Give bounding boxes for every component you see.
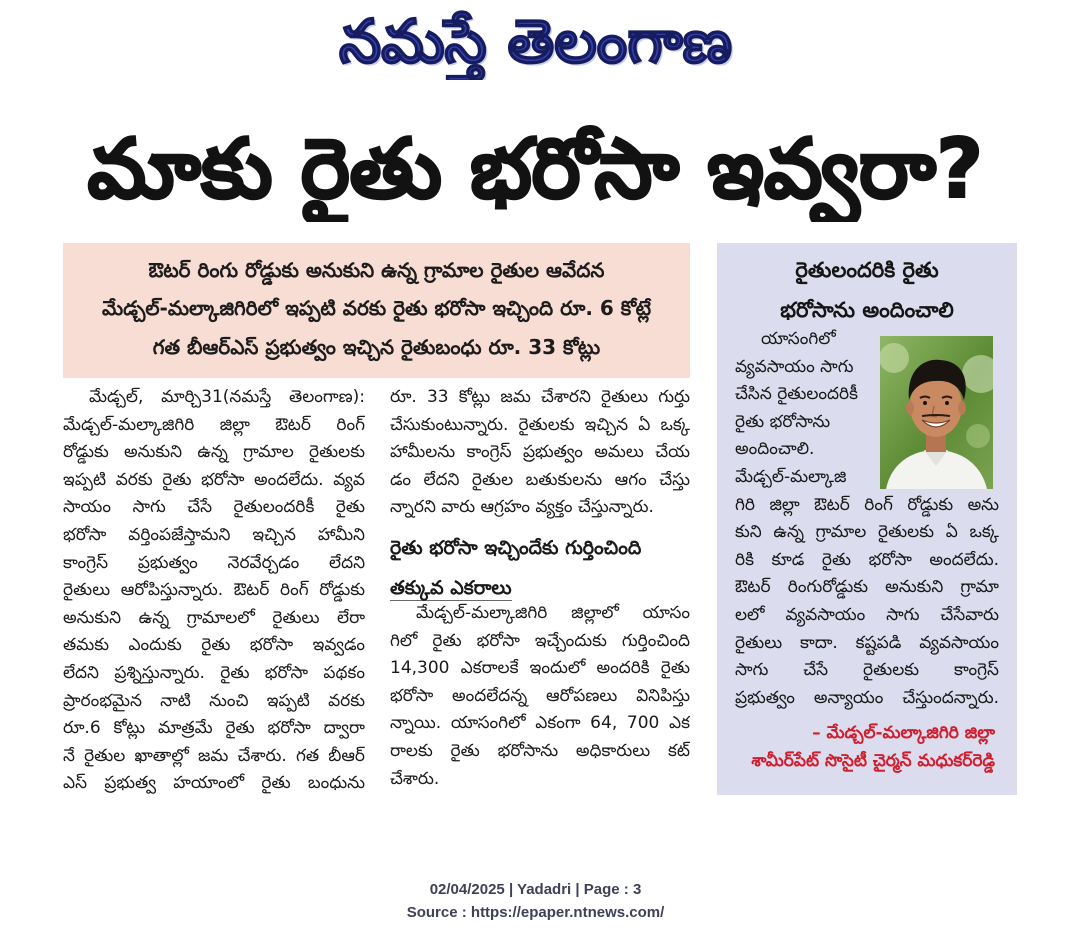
body-line: ప్రారంభమైన నాటి నుంచి ఇప్పటి వరకు	[63, 690, 365, 711]
article-column-2	[390, 384, 690, 522]
body-line: గిలో రైతు భరోసా ఇచ్చేందుకు గుర్తించింది	[390, 630, 690, 651]
sidebar-line: సాగు చేసే రైతులకు కాంగ్రెస్	[735, 660, 999, 681]
body-line: తమకు ఎందుకు రైతు భరోసా ఇవ్వడం	[63, 635, 365, 656]
body-line: ఎస్ ప్రభుత్వ హయాంలో రైతు బంధును	[63, 773, 365, 794]
sidebar-line: అందించాలి.	[735, 439, 815, 460]
sidebar-quote-text	[735, 326, 999, 712]
quote-attribution-line-1: – మేడ్చల్-మల్కాజిగిరి జిల్లా	[812, 723, 995, 743]
sidebar-line: రైతు భరోసాను	[735, 411, 831, 432]
subheadline-box	[63, 243, 690, 378]
section-heading-underlined-text: తక్కువ ఎకరాలు	[390, 577, 512, 599]
sidebar-line: మేడ్చల్-మల్కాజి	[735, 466, 847, 487]
body-line: భరోసా వర్తింపజేస్తామని ఇచ్చిన హామీని	[63, 524, 365, 545]
body-line: రాలకు రైతు భరోసాను అధికారులు కట్	[390, 740, 690, 761]
body-line: భరోసా అందలేదన్న ఆరోపణలు వినిపిస్తు	[390, 685, 690, 706]
body-line: చేసుకుంటున్నారు. రైతులకు ఇచ్చిన ఏ ఒక్క	[390, 414, 690, 435]
body-line: రైతులు ఆరోపిస్తున్నారు. ఔటర్ రింగ్ రోడ్డుకు	[63, 580, 365, 601]
sidebar-line: ప్రభుత్వం అన్యాయం చేస్తుందన్నారు.	[735, 687, 999, 708]
sidebar-line: లలో వ్యవసాయం సాగు చేసేవారు	[735, 604, 999, 625]
sidebar-title-line-1: రైతులందరికి రైతు	[795, 258, 939, 282]
body-line: చేశారు.	[390, 768, 440, 789]
sidebar-line: యాసంగిలో	[761, 329, 836, 349]
body-line: డం లేదని రైతుల బతుకులను ఆగం చేస్తు	[390, 469, 690, 490]
body-line: కాంగ్రెస్ ప్రభుత్వం నెరవేర్చడం లేదని	[63, 552, 365, 573]
quote-attribution-line-2: శామీర్‌పేట్ సొసైటీ చైర్మన్ మధుకర్‌రెడ్డి	[751, 751, 995, 771]
subheadline-1: ఔటర్ రింగు రోడ్డుకు అనుకుని ఉన్న గ్రామాల రైతుల ఆవేదన	[148, 258, 605, 282]
body-line: మేడ్చల్-మల్కాజిగిరి జిల్లా ఔటర్ రింగ్	[63, 414, 365, 435]
newspaper-masthead-logo: నమస్తే తెలంగాణ	[338, 7, 733, 77]
body-line: రూ.6 కోట్లు మాత్రమే రైతు భరోసా ద్వారా	[63, 718, 365, 739]
sidebar-line: గిరి జిల్లా ఔటర్ రింగ్ రోడ్డుకు అను	[735, 494, 999, 515]
sidebar-line: చేసిన రైతులందరికీ	[735, 384, 859, 405]
quote-sidebar	[717, 243, 1017, 795]
dateline: మేడ్చల్, మార్చి31(నమస్తే తెలంగాణ):	[89, 387, 365, 407]
sidebar-line: ఔటర్ రింగురోడ్డుకు అనుకుని గ్రామా	[735, 577, 999, 598]
body-line: మేడ్చల్-మల్కాజిగిరి జిల్లాలో యాసం	[416, 603, 690, 623]
body-line: రూ. 33 కోట్లు జమ చేశారని రైతులు గుర్తు	[390, 387, 690, 407]
subheadline-2: మేడ్చల్-మల్కాజిగిరిలో ఇప్పటి వరకు రైతు భరోసా ఇచ్చింది రూ. 6 కోట్లే	[101, 296, 652, 320]
source-url: Source : https://epaper.ntnews.com/	[406, 904, 665, 921]
article-column-2-continued	[390, 600, 690, 793]
body-line: లేదని ప్రశ్నిస్తున్నారు. రైతు భరోసా పథకం	[63, 662, 365, 683]
article-column-1	[63, 384, 365, 798]
body-line: న్నాయి. యాసంగిలో ఎకంగా 64, 700 ఎక	[390, 713, 690, 734]
body-line: 14,300 ఎకరాలకే ఇందులో అందరికి రైతు	[390, 658, 690, 679]
body-line: రోడ్డుకు అనుకుని ఉన్న గ్రామాల రైతులకు	[63, 442, 365, 463]
body-line: న్నారని వారు ఆగ్రహం వ్యక్తం చేస్తున్నారు.	[390, 497, 654, 518]
sidebar-line: రికి కూడ రైతు భరోసా అందలేదు.	[735, 549, 999, 570]
subheadline-3: గత బీఆర్ఎస్ ప్రభుత్వం ఇచ్చిన రైతుబంధు రూ. 33 కోట్లు	[152, 335, 601, 359]
body-line: సాయం సాగు చేసే రైతులందరికీ రైతు	[63, 497, 365, 518]
sidebar-line: రైతులు కాదా. కష్టపడి వ్యవసాయం	[735, 632, 999, 653]
sidebar-title-line-2: భరోసాను అందించాలి	[780, 298, 954, 322]
body-line: హామీలను కాంగ్రెస్ ప్రభుత్వం అమలు చేయ	[390, 442, 690, 463]
sidebar-line: వ్యవసాయం సాగు	[735, 356, 854, 377]
body-line: అనుకుని ఉన్న గ్రామాలలో రైతులు లేరా	[63, 607, 365, 628]
body-line: ఇప్పటి వరకు రైతు భరోసా అందలేదు. వ్యవ	[63, 469, 365, 490]
edition-info: 02/04/2025 | Yadadri | Page : 3	[429, 881, 642, 898]
section-heading-line-1: రైతు భరోసా ఇచ్చిందేకు గుర్తించింది	[390, 537, 642, 559]
body-line: నే రైతుల ఖాతాల్లో జమ చేశారు. గత బీఆర్	[63, 745, 365, 766]
article-headline: మాకు రైతు భరోసా ఇవ్వరా?	[87, 122, 984, 217]
sidebar-line: కుని ఉన్న గ్రామాల రైతులకు ఏ ఒక్క	[735, 522, 999, 543]
